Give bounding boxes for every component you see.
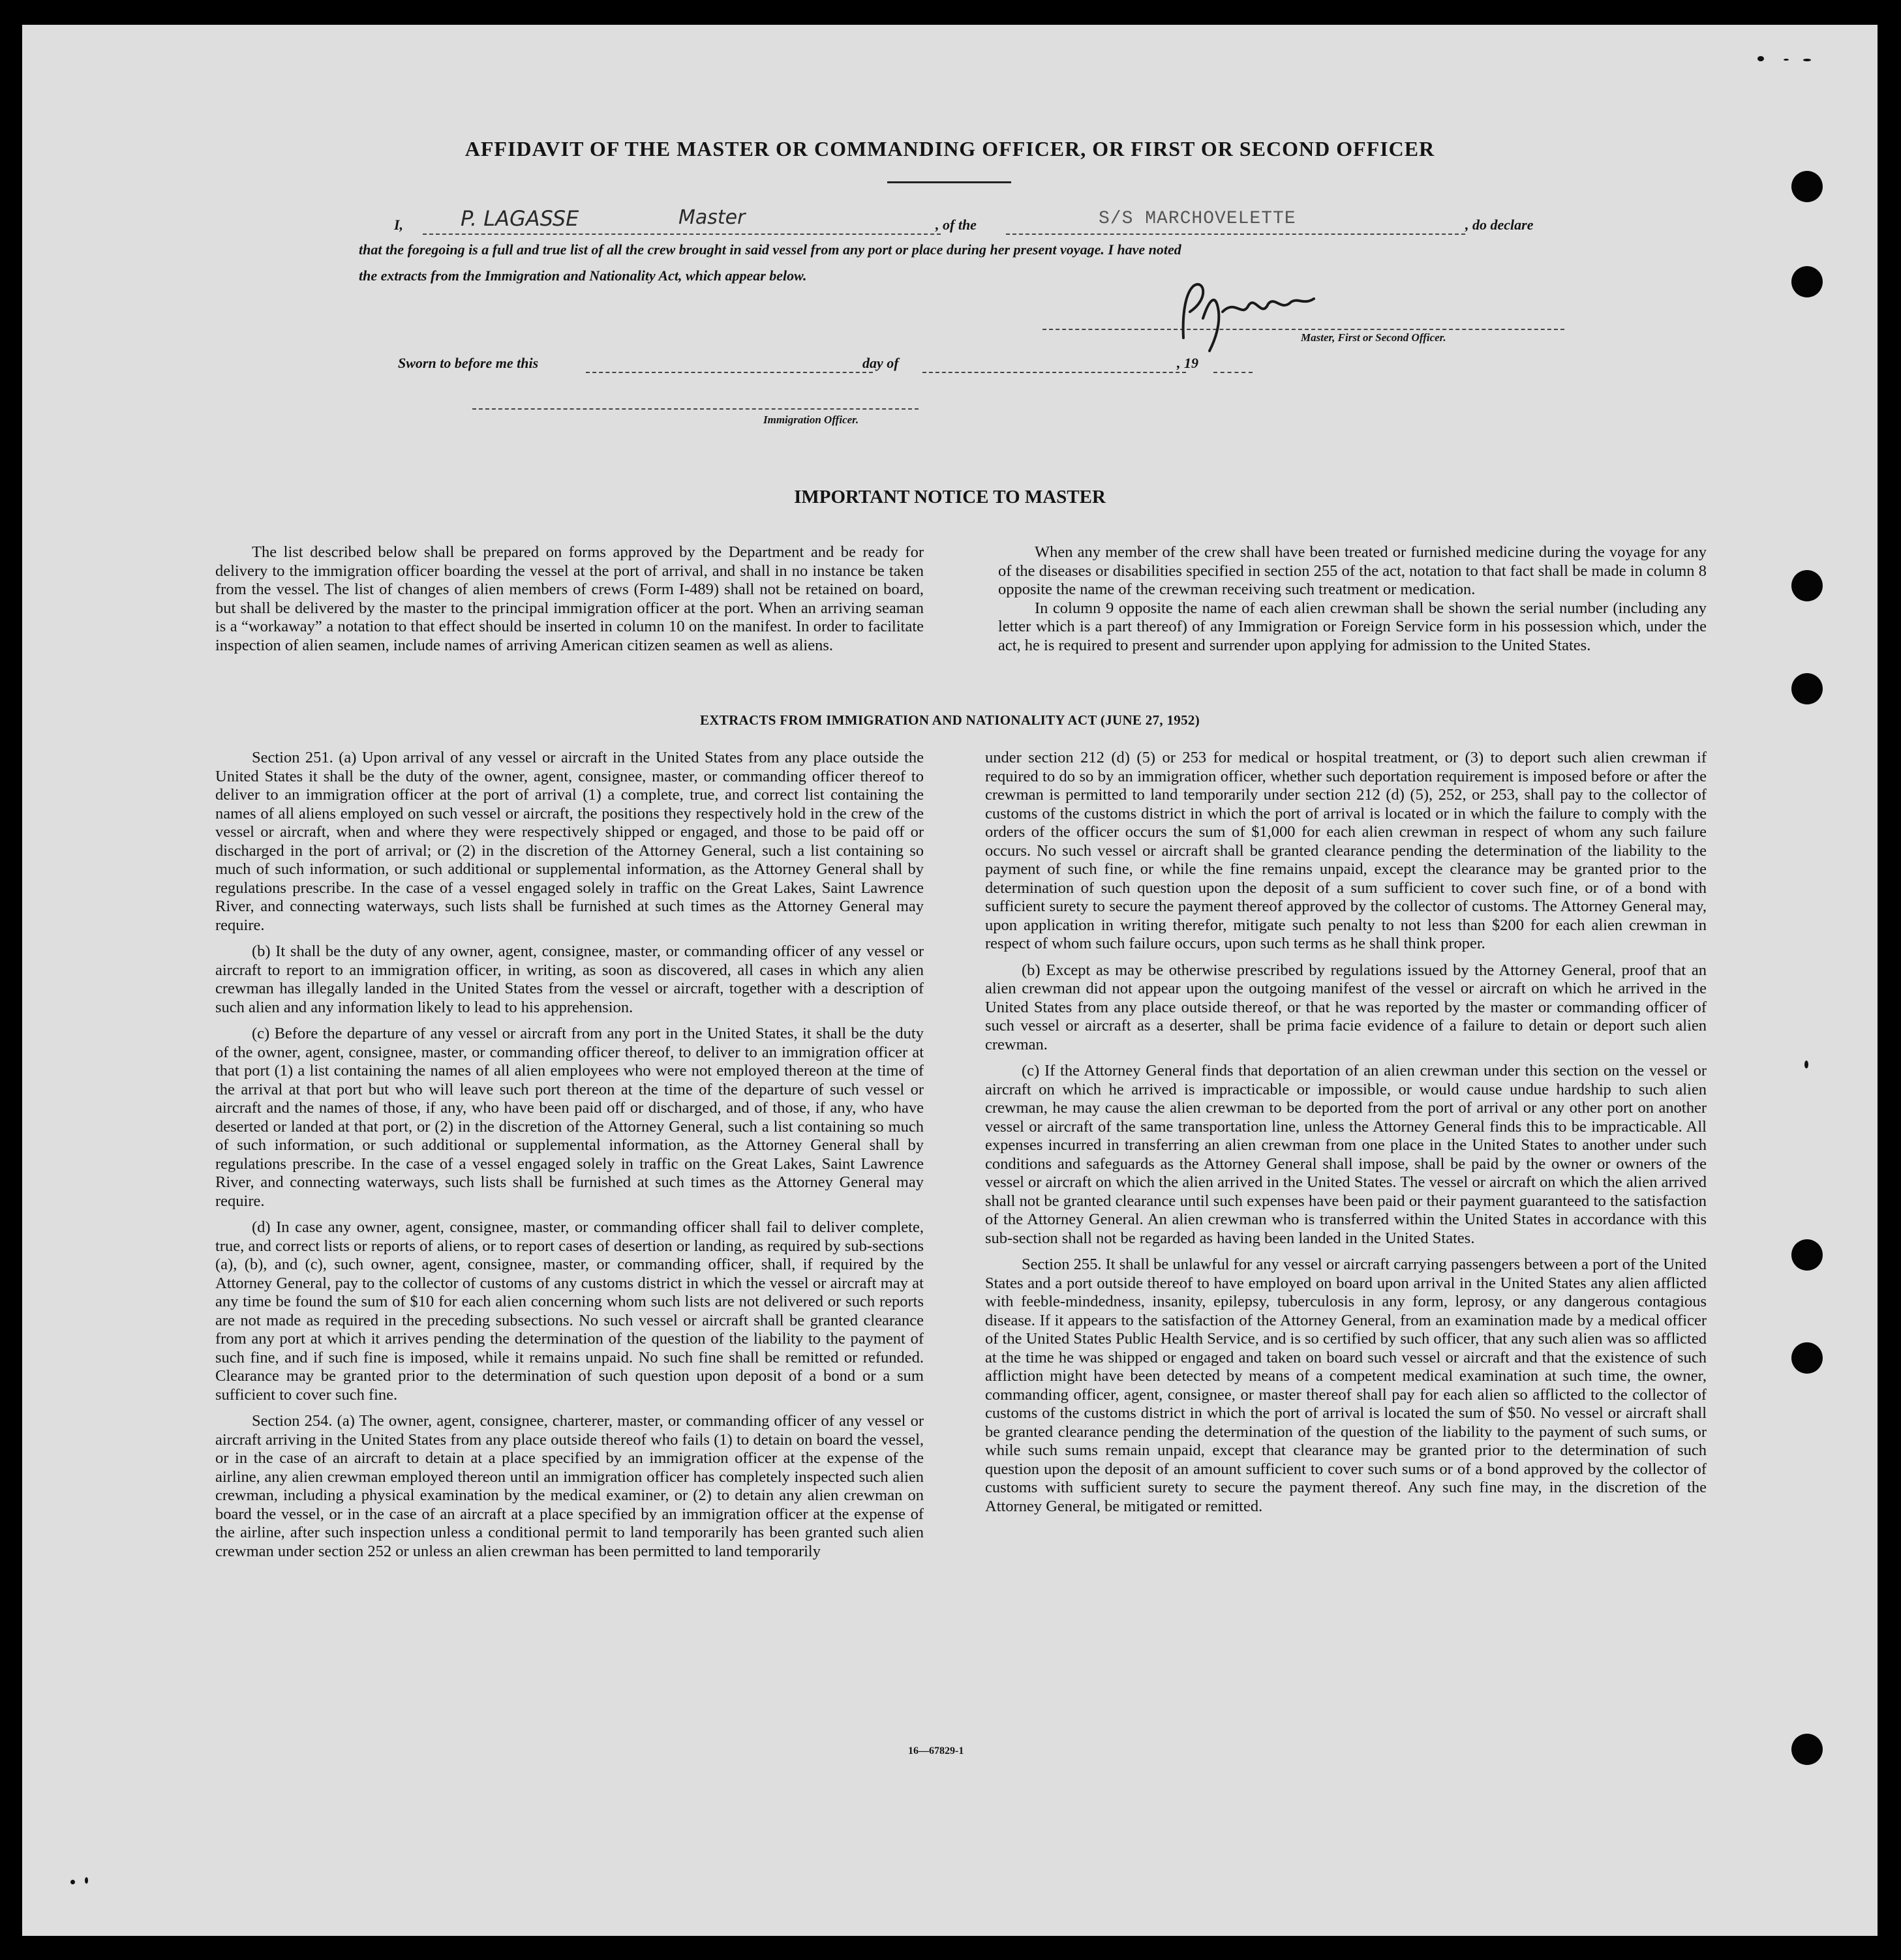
signature-caption: Master, First or Second Officer. [1301, 331, 1446, 344]
extracts-left-column [215, 749, 924, 1569]
scan-speck [85, 1877, 88, 1884]
section-254-a-continued: under section 212 (d) (5) or 253 for medical or hospital treatment, or (3) to deport such alien crewman if required to do so by an immigration officer, whether such deportation requirement is imposed before or after the crewman is permitted to land temporarily under section 212 (d) (5), 252, or 253, shall pay to the collector of customs of the customs district in which the port of arrival is located or in which the failure to comply with the orders of the officer occurs the sum of $1,000 for each alien crewman in respect of whom any such failure occurs. No such vessel or aircraft shall be granted clearance pending the determination of the liability to the payment of such fine, or while the fine remains unpaid, except the clearance may be granted prior to the determination of such question upon the deposit of a sum sufficient to cover such fine, or of a bond with sufficient surety to secure the payment thereof approved by the collector of customs. The Attorney General may, upon application in writing therefor, mitigate such penalty to not less than $200 for each alien crewman in respect of whom such failure occurs, upon such terms as he shall think proper. [985, 749, 1707, 952]
notice-left-column [215, 543, 924, 655]
notice-heading: IMPORTANT NOTICE TO MASTER [794, 487, 1106, 507]
affidavit-title: AFFIDAVIT OF THE MASTER OR COMMANDING OFFICER, OR FIRST OR SECOND OFFICER [464, 137, 1435, 160]
day-of-label: day of [862, 355, 899, 371]
binder-hole [1791, 1734, 1823, 1765]
scan-speck [70, 1880, 75, 1884]
scan-speck [1784, 59, 1789, 61]
sworn-day-line [586, 372, 873, 373]
section-255: Section 255. It shall be unlawful for any vessel or aircraft carrying passengers between a port of the United States and a port outside thereof to have employed on board upon arrival in the United States any alien afflicted with feeble-mindedness, insanity, epilepsy, tuberculosis in any form, leprosy, or any dangerous contagious disease. If it appears to the satisfaction of the Attorney General, from an examination made by a medical officer of the United States Public Health Service, and is so certified by such officer, that any such alien was so afflicted at the time he was shipped or engaged and taken on board such vessel or aircraft and that the existence of such affliction might have been detected by means of a competent medical examination at such time, the owner, commanding officer, agent, consignee, or master thereof shall pay for each alien so afflicted to the collector of customs of the customs district in which the port of arrival is located the sum of $50. No vessel or aircraft shall be granted clearance pending the determination of the question of the liability to the payment of such sums, or while such sums remain unpaid, except that clearance may be granted prior to the determination of such question upon the deposit of an amount sufficient to cover such sums or of a bond approved by the collector of customs with sufficient surety to secure the payment thereof. Any such fine may, in the discretion of the Attorney General, be mitigated or remitted. [985, 1256, 1707, 1515]
master-rank-handwritten: Master [678, 206, 746, 229]
binder-hole [1791, 673, 1823, 704]
notice-right-paragraph-1: When any member of the crew shall have been treated or furnished medicine during the voyage for any of the diseases or disabilities specified in section 255 of the act, notation to that fact shall be made in column 8 opposite the name of the crewman receiving such treatment or medication. [998, 543, 1707, 598]
section-251-d: (d) In case any owner, agent, consignee, master, or commanding officer shall fail to deliver complete, true, and correct lists or reports of aliens, or to report cases of desertion or landing, as required by sub-sections (a), (b), and (c), such owner, agent, consignee, master, or commanding officer, shall, if required by the Attorney General, pay to the collector of customs of any customs district in which the vessel or aircraft may at any time be found the sum of $10 for each alien concerning whom such lists are not delivered or such reports are not made as required in the preceding subsections. No such vessel or aircraft shall be granted clearance from any port at which it arrives pending the determination of the question of the liability to the payment of such fine, and if such fine is imposed, while it remains unpaid. No such fine shall be remitted or refunded. Clearance may be granted prior to the determination of such question upon deposit of a bond or a sum sufficient to cover such fine. [215, 1218, 924, 1404]
section-251-a: Section 251. (a) Upon arrival of any vessel or aircraft in the United States from any place outside the United States it shall be the duty of the owner, agent, consignee, master, or commanding officer thereof to deliver to an immigration officer at the port of arrival (1) a complete, true, and correct list containing the names of all aliens employed on such vessel or aircraft, the positions they respectively hold in the crew of the vessel or aircraft, when and where they were respectively shipped or engaged, and those to be paid off or discharged in the port of arrival; or (2) in the discretion of the Attorney General, such a list containing so much of such information, or such additional or supplemental information, as the Attorney General shall by regulations prescribe. In the case of a vessel engaged solely in traffic on the Great Lakes, Saint Lawrence River, and connecting waterways, such lists shall be furnished at such times as the Attorney General may require. [215, 749, 924, 934]
year-label: , 19 [1177, 355, 1198, 371]
binder-hole [1791, 1239, 1823, 1271]
section-254-c: (c) If the Attorney General finds that deportation of an alien crewman under this section on the vessel or aircraft on which he arrived is impracticable or impossible, or would cause undue hardship to such alien crewman, he may cause the alien crewman to be deported from the port of arrival or any other port on another vessel or aircraft of the same transportation line, unless the Attorney General finds this to be impracticable. All expenses incurred in transferring an alien crewman from one place in the United States to another under such conditions and safeguards as the Attorney General shall impose, shall be paid by the owner or owners of the vessel or aircraft on which the alien arrived in the United States. The vessel or aircraft on which the alien arrived shall not be granted clearance until such expenses have been paid or their payment guaranteed to the satisfaction of the Attorney General. An alien crewman who is transferred within the United States in accordance with this sub-section shall not be regarded as having been landed in the United States. [985, 1062, 1707, 1247]
notice-right-column [998, 543, 1707, 655]
notice-right-paragraph-2: In column 9 opposite the name of each alien crewman shall be shown the serial number (including any letter which is a part thereof) of any Immigration or Foreign Service form in his possession which, under the act, he is required to present and surrender upon applying for admission to the United States. [998, 599, 1707, 654]
sworn-year-line [1213, 372, 1253, 373]
binder-hole [1791, 266, 1823, 297]
title-underline [887, 181, 1011, 183]
document-page [22, 25, 1878, 1936]
binder-hole [1791, 171, 1823, 202]
scan-speck [1804, 1061, 1808, 1068]
vessel-name-typed: S/S MARCHOVELETTE [1099, 209, 1296, 229]
declaration-line-2: the extracts from the Immigration and Nationality Act, which appear below. [359, 267, 807, 284]
declaration-line-1: that the foregoing is a full and true list of all the crew brought in said vessel from any port or place during her present voyage. I have noted [359, 241, 1181, 258]
immigration-officer-caption: Immigration Officer. [763, 414, 859, 426]
name-line [423, 234, 941, 235]
section-251-b: (b) It shall be the duty of any owner, agent, consignee, master, or commanding officer of any vessel or aircraft to report to an immigration officer, in writing, as soon as discovered, all cases in which any alien crewman has illegally landed in the United States from the vessel or aircraft, together with a description of such alien and any information likely to lead to his apprehension. [215, 942, 924, 1016]
vessel-line [1006, 234, 1465, 235]
section-254-a-start: Section 254. (a) The owner, agent, consignee, charterer, master, or commanding officer of any vessel or aircraft arriving in the United States from any place outside thereof who fails (1) to detain on board the vessel, or in the case of an aircraft to detain at a place specified by an immigration officer at the expense of the airline, any alien crewman employed thereon until an immigration officer has completely inspected such alien crewman, including a physical examination by the medical examiner, or (2) to detain any alien crewman on board the vessel, or in the case of an aircraft at a place specified by an immigration officer at the expense of the airline, after such inspection unless a conditional permit to land temporarily has been granted such alien crewman under section 252 or unless an alien crewman has been permitted to land temporarily [215, 1412, 924, 1560]
do-declare-label: , do declare [1465, 217, 1534, 233]
immigration-officer-line [472, 408, 919, 410]
sworn-label: Sworn to before me this [398, 355, 539, 371]
scan-speck [1757, 56, 1764, 61]
binder-hole [1791, 1342, 1823, 1374]
section-251-c: (c) Before the departure of any vessel or aircraft from any port in the United States, it shall be the duty of the owner, agent, consignee, master, or commanding officer thereof, to deliver to an immigration officer at that port (1) a list containing the names of all alien employees who were not employed thereon at the time of the arrival at that port but who will leave such port thereon at the time of the departure of such vessel or aircraft and the names of those, if any, who have been paid off or discharged, and of those, if any, who have deserted or landed at that port, or (2) in the discretion of the Attorney General, such a list containing so much of such information, or such additional or supplemental information, as the Attorney General shall by regulations prescribe. In the case of a vessel engaged solely in traffic on the Great Lakes, Saint Lawrence River, and connecting waterways, such lists shall be furnished at such times as the Attorney General may require. [215, 1025, 924, 1210]
section-254-b: (b) Except as may be otherwise prescribed by regulations issued by the Attorney General, proof that an alien crewman did not appear upon the outgoing manifest of the vessel or aircraft on which he arrived in the United States from any place outside thereof, or that he was reported by the master or commanding officer of such vessel or aircraft as a deserter, shall be prima facie evidence of a failure to detain or deport such alien crewman. [985, 961, 1707, 1053]
i-label: I, [394, 217, 404, 233]
master-signature [1170, 273, 1327, 357]
extracts-heading: EXTRACTS FROM IMMIGRATION AND NATIONALITY ACT (JUNE 27, 1952) [700, 712, 1200, 728]
form-code: 16—67829-1 [908, 1745, 964, 1756]
sworn-month-line [922, 372, 1186, 373]
scan-speck [1803, 59, 1811, 61]
extracts-right-column [985, 749, 1707, 1524]
binder-hole [1791, 570, 1823, 601]
of-the-label: , of the [935, 217, 977, 233]
notice-left-paragraph: The list described below shall be prepared on forms approved by the Department and be ready for delivery to the immigration officer boarding the vessel at the port of arrival, and shall in no instance be taken from the vessel. The list of changes of alien members of crews (Form I-489) shall not be retained on board, but shall be delivered by the master to the principal immigration officer at the port. When an arriving seaman is a “workaway” a notation to that effect should be inserted in column 10 on the manifest. In order to facilitate inspection of alien seamen, include names of arriving American citizen seamen as well as aliens. [215, 543, 924, 654]
master-name-handwritten: P. LAGASSE [461, 206, 579, 231]
